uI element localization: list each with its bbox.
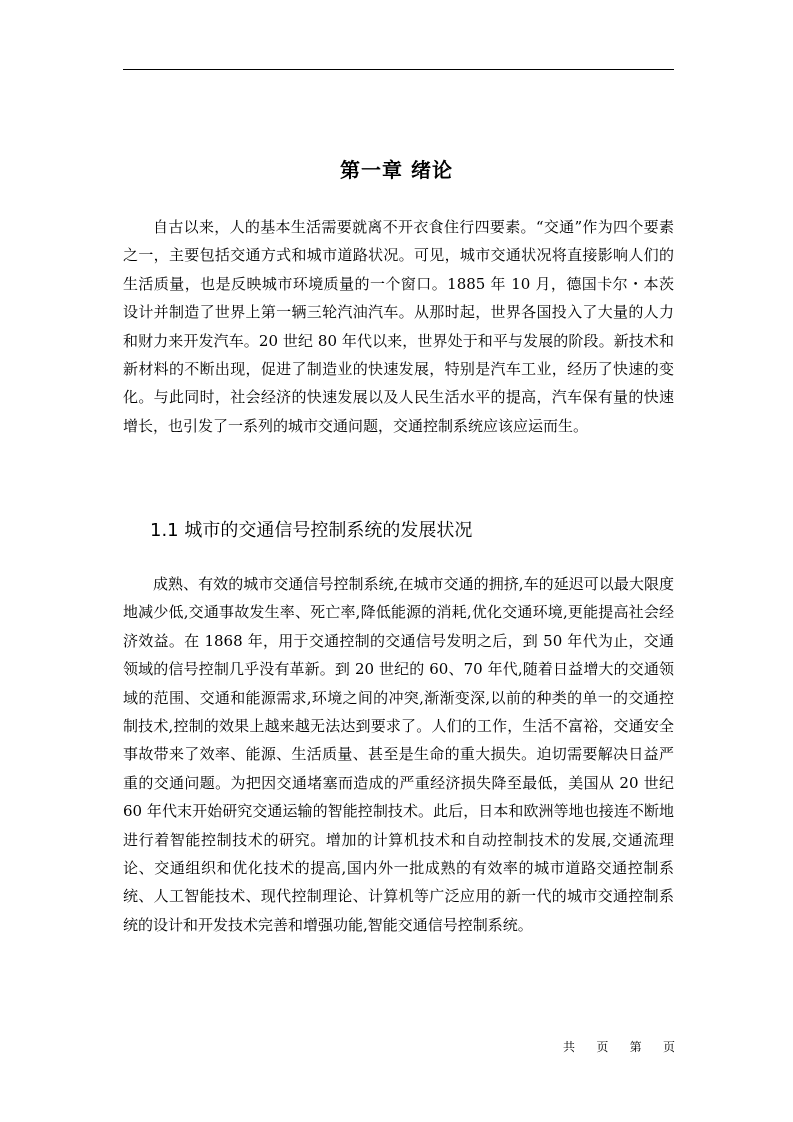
footer-page-label: 页 (662, 1040, 675, 1054)
section-heading: 1.1 城市的交通信号控制系统的发展状况 (150, 520, 473, 541)
chapter-title: 第一章 绪论 (340, 158, 453, 182)
section-paragraph: 成熟、有效的城市交通信号控制系统,在城市交通的拥挤,车的延迟可以最大限度地减少低,交通事故发生率、死亡率,降低能源的消耗,优化交通环境,更能提高社会经济效益。在 1868 年，用于交通控制的交通信号发明之后，到 50 年代为止，交通领域的信号控制几乎没有革新。到 20 世纪的 60、70 年代,随着日益增大的交通领域的范围、交通和能源需求,环境之间的冲突,渐渐变深,以前的种类的单一的交通控制技术,控制的效果上越来越无法达到要求了。人们的工作，生活不富裕，交通安全事故带来了效率、能源、生活质量、甚至是生命的重大损失。迫切需要解决日益严重的交通问题。为把因交通堵塞而造成的严重经济损失降至最低，美国从 20 世纪 60 年代末开始研究交通运输的智能控制技术。此后，日本和欧洲等地也接连不断地进行着智能控制技术的研究。增加的计算机技术和自动控制技术的发展,交通流理论、交通组织和优化技术的提高,国内外一批成熟的有效率的城市道路交通控制系统、人工智能技术、现代控制理论、计算机等广泛应用的新一代的城市交通控制系统的设计和开发技术完善和增强功能,智能交通信号控制系统。 (123, 575, 674, 934)
footer-page-label: 页 (596, 1040, 609, 1054)
header-rule (123, 69, 674, 70)
intro-paragraph: 自古以来，人的基本生活需要就离不开衣食住行四要素。“交通”作为四个要素之一，主要包括交通方式和城市道路状况。可见，城市交通状况将直接影响人们的生活质量，也是反映城市环境质量的一个窗口。1885 年 10 月，德国卡尔・本茨设计并制造了世界上第一辆三轮汽油汽车。从那时起，世界各国投入了大量的人力和财力来开发汽车。20 世纪 80 年代以来，世界处于和平与发展的阶段。新技术和新材料的不断出现，促进了制造业的快速发展，特别是汽车工业，经历了快速的变化。与此同时，社会经济的快速发展以及人民生活水平的提高，汽车保有量的快速增长，也引发了一系列的城市交通问题，交通控制系统应该应运而生。 (123, 218, 674, 435)
footer-total-label: 共 (563, 1040, 576, 1054)
footer-current-label: 第 (629, 1040, 642, 1054)
page-footer (563, 1038, 675, 1056)
